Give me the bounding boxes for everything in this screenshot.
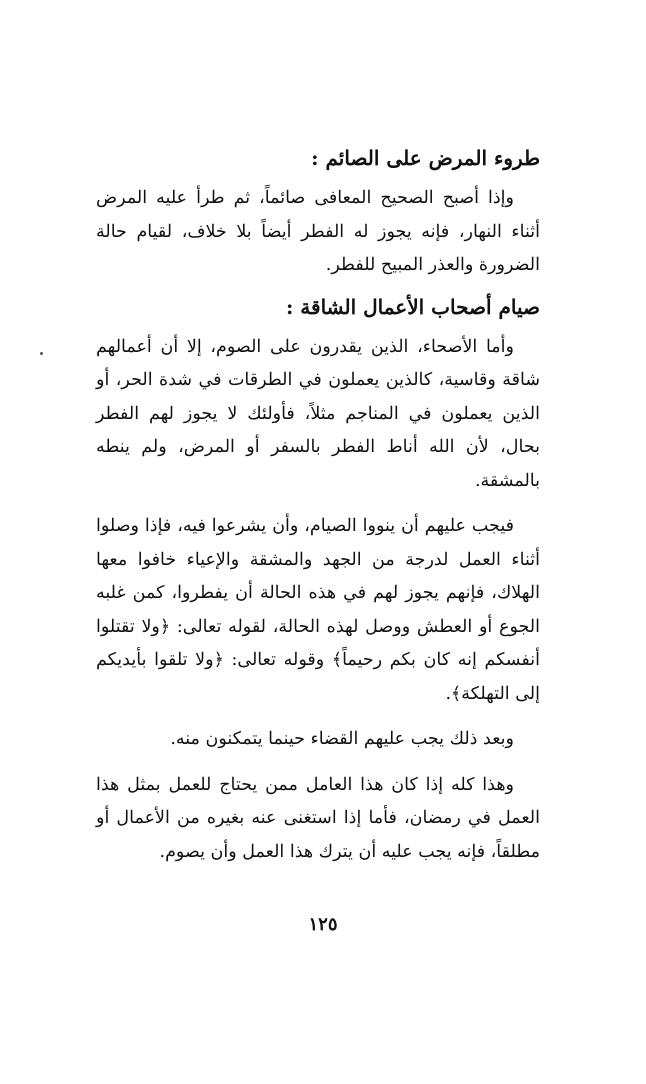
section-heading-illness: طروء المرض على الصائم :: [311, 146, 540, 170]
paragraph-hard-labor-ruling: وأما الأصحاء، الذين يقدرون على الصوم، إلا أن أعمالهم شاقة وقاسية، كالذين يعملون في الطرقات في شدة الحر، أو الذين يعملون في المناجم مثلاً، فأولئك لا يجوز لهم الفطر بحال، لأن الله أناط الفطر بالسفر أو المرض، ولم ينطه بالمشقة.: [96, 336, 540, 491]
paragraph-illness: وإذا أصبح الصحيح المعافى صائماً، ثم طرأ عليه المرض أثناء النهار، فإنه يجوز له الفطر أيضاً بلا خلاف، لقيام حالة الضرورة والعذر المبيح للفطر.: [96, 188, 540, 275]
paragraph-leave-work: وهذا كله إذا كان هذا العامل ممن يحتاج للعمل بمثل هذا العمل في رمضان، فأما إذا استغنى عنه بغيره من الأعمال أو مطلقاً، فإنه يجب عليه أن يترك هذا العمل وأن يصوم.: [96, 774, 540, 862]
paragraph-makeup-fast: وبعد ذلك يجب عليهم القضاء حينما يتمكنون منه.: [170, 729, 514, 749]
paragraph-hard-labor-exception: فيجب عليهم أن ينووا الصيام، وأن يشرعوا فيه، فإذا وصلوا أثناء العمل لدرجة من الجهد والمشقة والإعياء خافوا معها الهلاك، فإنهم يجوز لهم في هذه الحالة أن يفطروا، كمن غلبه الجوع أو العطش ووصل لهذه الحالة، لقوله تعالى: ﴿ولا تقتلوا أنفسكم إنه كان بكم رحيماً﴾ وقوله تعالى: ﴿ولا تلقوا بأيديكم إلى التهلكة﴾.: [96, 516, 540, 704]
page-number: ١٢٥: [308, 914, 338, 935]
margin-mark: [40, 352, 43, 355]
section-heading-hard-labor: صيام أصحاب الأعمال الشاقة :: [285, 294, 540, 319]
page-body: [96, 140, 540, 869]
